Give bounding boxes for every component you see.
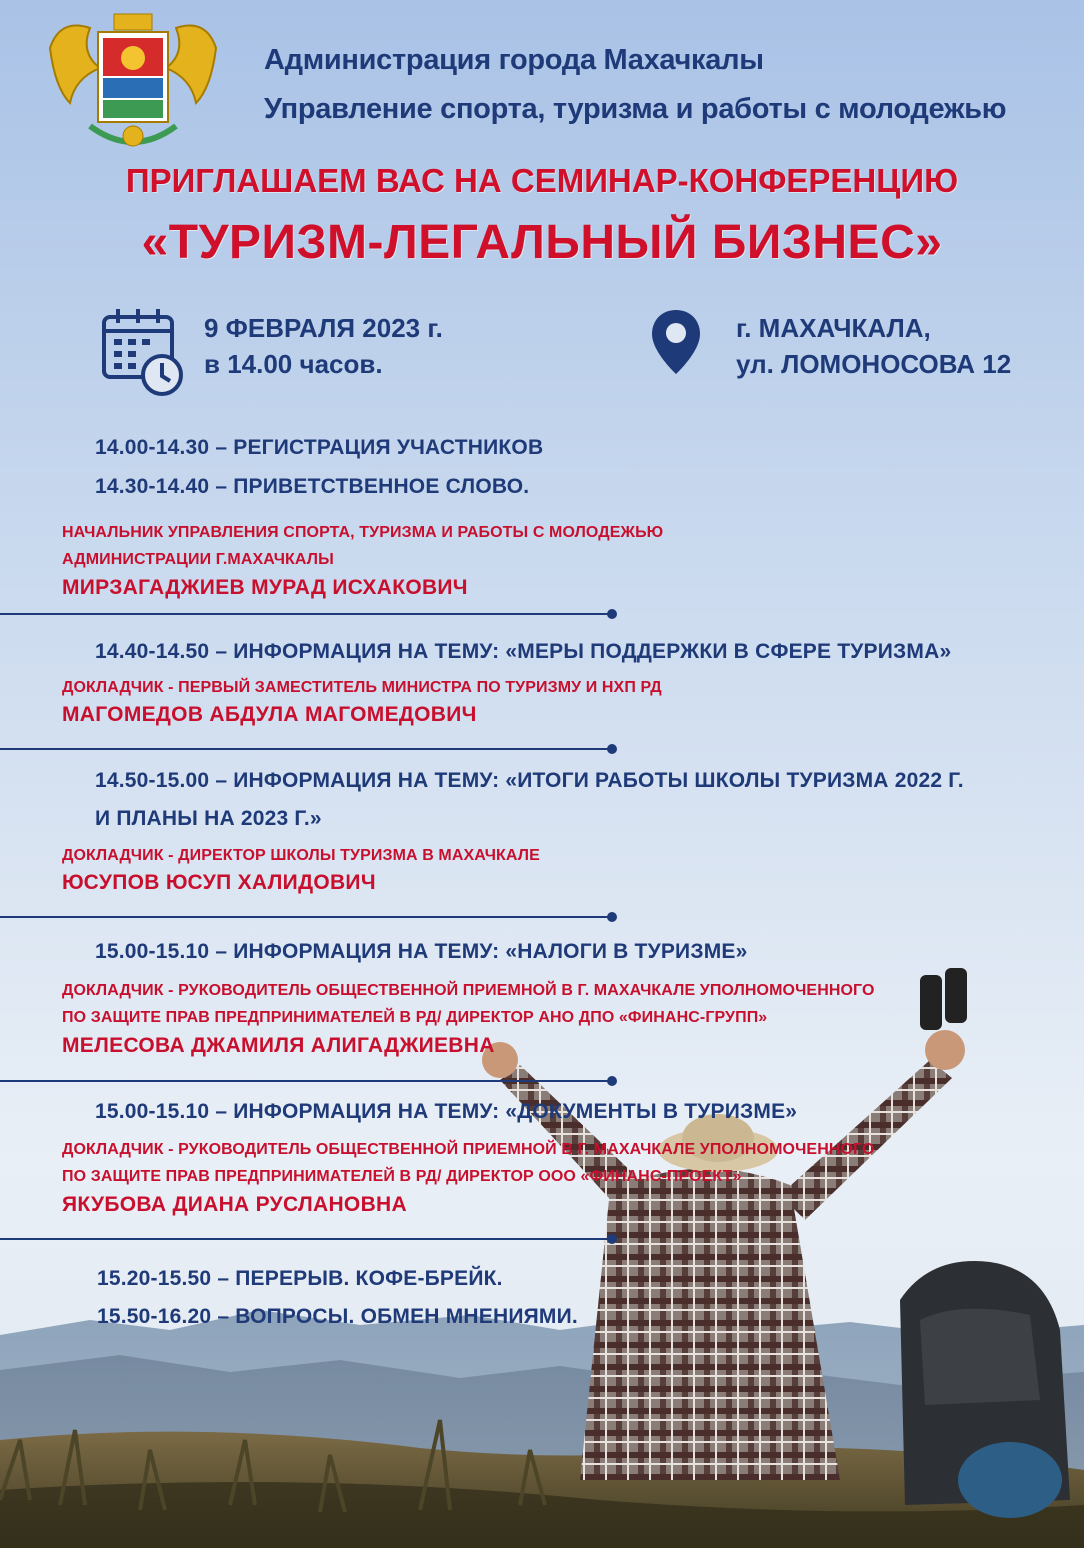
schedule-item-registration: 14.00-14.30 – РЕГИСТРАЦИЯ УЧАСТНИКОВ [95, 436, 544, 459]
section-divider [0, 748, 612, 750]
speaker-role-5b: ПО ЗАЩИТЕ ПРАВ ПРЕДПРИНИМАТЕЛЕЙ В РД/ ДИРЕКТОР ООО «ФИНАНС-ПРОЕКТ» [62, 1168, 742, 1185]
speaker-role-2: ДОКЛАДЧИК - ПЕРВЫЙ ЗАМЕСТИТЕЛЬ МИНИСТРА ПО ТУРИЗМУ И НХП РД [62, 679, 662, 696]
schedule-item-break: 15.20-15.50 – ПЕРЕРЫВ. КОФЕ-БРЕЙК. [97, 1267, 503, 1290]
invite-line: ПРИГЛАШАЕМ ВАС НА СЕМИНАР-КОНФЕРЕНЦИЮ [125, 162, 959, 199]
schedule-item-support: 14.40-14.50 – ИНФОРМАЦИЯ НА ТЕМУ: «МЕРЫ ПОДДЕРЖКИ В СФЕРЕ ТУРИЗМА» [95, 640, 952, 663]
map-pin-icon [648, 306, 704, 378]
section-divider [0, 916, 612, 918]
schedule-item-questions: 15.50-16.20 – ВОПРОСЫ. ОБМЕН МНЕНИЯМИ. [97, 1305, 578, 1328]
header-line-1: Администрация города Махачкалы [264, 44, 764, 76]
event-street: ул. ЛОМОНОСОВА 12 [736, 349, 1012, 379]
event-title: «ТУРИЗМ-ЛЕГАЛЬНЫЙ БИЗНЕС» [141, 216, 943, 269]
schedule-item-taxes: 15.00-15.10 – ИНФОРМАЦИЯ НА ТЕМУ: «НАЛОГИ В ТУРИЗМЕ» [95, 940, 748, 963]
section-divider [0, 1238, 612, 1240]
speaker-name-5: ЯКУБОВА ДИАНА РУСЛАНОВНА [62, 1193, 407, 1216]
schedule-item-school-a: 14.50-15.00 – ИНФОРМАЦИЯ НА ТЕМУ: «ИТОГИ РАБОТЫ ШКОЛЫ ТУРИЗМА 2022 Г. [95, 769, 964, 792]
speaker-name-2: МАГОМЕДОВ АБДУЛА МАГОМЕДОВИЧ [62, 703, 477, 726]
schedule-item-welcome: 14.30-14.40 – ПРИВЕТСТВЕННОЕ СЛОВО. [95, 475, 530, 498]
section-divider [0, 1080, 612, 1082]
speaker-name-4: МЕЛЕСОВА ДЖАМИЛЯ АЛИГАДЖИЕВНА [62, 1034, 495, 1057]
speaker-role-5a: ДОКЛАДЧИК - РУКОВОДИТЕЛЬ ОБЩЕСТВЕННОЙ ПРИЕМНОЙ В Г. МАХАЧКАЛЕ УПОЛНОМОЧЕННОГО [62, 1141, 875, 1158]
speaker-role-1b: АДМИНИСТРАЦИИ Г.МАХАЧКАЛЫ [62, 551, 334, 568]
event-date: 9 ФЕВРАЛЯ 2023 г. [204, 313, 443, 343]
city-emblem-icon [40, 8, 226, 158]
event-time: в 14.00 часов. [204, 349, 383, 379]
speaker-role-4a: ДОКЛАДЧИК - РУКОВОДИТЕЛЬ ОБЩЕСТВЕННОЙ ПРИЕМНОЙ В Г. МАХАЧКАЛЕ УПОЛНОМОЧЕННОГО [62, 982, 875, 999]
section-divider [0, 613, 612, 615]
speaker-role-3: ДОКЛАДЧИК - ДИРЕКТОР ШКОЛЫ ТУРИЗМА В МАХАЧКАЛЕ [62, 847, 540, 864]
calendar-clock-icon [100, 305, 186, 397]
schedule-item-documents: 15.00-15.10 – ИНФОРМАЦИЯ НА ТЕМУ: «ДОКУМЕНТЫ В ТУРИЗМЕ» [95, 1100, 798, 1123]
speaker-name-3: ЮСУПОВ ЮСУП ХАЛИДОВИЧ [62, 871, 376, 894]
schedule-item-school-b: И ПЛАНЫ НА 2023 Г.» [95, 807, 322, 830]
speaker-role-4b: ПО ЗАЩИТЕ ПРАВ ПРЕДПРИНИМАТЕЛЕЙ В РД/ ДИРЕКТОР АНО ДПО «ФИНАНС-ГРУПП» [62, 1009, 768, 1026]
speaker-name-1: МИРЗАГАДЖИЕВ МУРАД ИСХАКОВИЧ [62, 576, 468, 599]
header-line-2: Управление спорта, туризма и работы с молодежью [264, 93, 1007, 125]
event-city: г. МАХАЧКАЛА, [736, 313, 931, 343]
speaker-role-1a: НАЧАЛЬНИК УПРАВЛЕНИЯ СПОРТА, ТУРИЗМА И РАБОТЫ С МОЛОДЕЖЬЮ [62, 524, 664, 541]
